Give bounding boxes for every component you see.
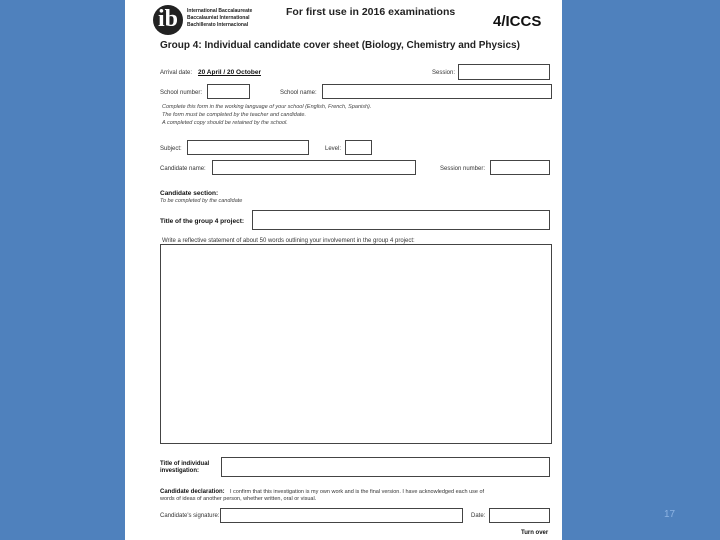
declaration-label: Candidate declaration:	[160, 489, 225, 495]
form-page	[125, 0, 562, 540]
school-number-label: School number:	[160, 90, 203, 96]
level-field[interactable]	[345, 140, 372, 155]
form-code: 4/ICCS	[493, 13, 542, 30]
reflective-statement-field[interactable]	[160, 244, 552, 444]
school-number-field[interactable]	[207, 84, 250, 99]
declaration-text-1: I confirm that this investigation is my own work and is the final version. I have acknowledged each use of	[230, 489, 485, 495]
turn-over-label: Turn over	[521, 530, 549, 536]
session-field[interactable]	[458, 64, 550, 80]
arrival-date-value: 20 April / 20 October	[198, 69, 261, 76]
level-label: Level:	[325, 146, 342, 152]
arrival-date-label: Arrival date:	[160, 70, 193, 76]
candidate-name-field[interactable]	[212, 160, 416, 175]
instruction-line-3: A completed copy should be retained by the school.	[162, 120, 288, 126]
project-title-label: Title of the group 4 project:	[160, 218, 245, 225]
signature-label: Candidate's signature:	[160, 513, 220, 519]
school-name-field[interactable]	[322, 84, 552, 99]
individual-title-field[interactable]	[221, 457, 550, 477]
subject-label: Subject:	[160, 146, 182, 152]
org-name-line-2: Baccalauréat International	[187, 15, 250, 21]
individual-title-label-1: Title of individual	[160, 461, 210, 467]
candidate-section-note: To be completed by the candidate	[160, 198, 243, 204]
first-use-notice: For first use in 2016 examinations	[286, 6, 456, 18]
instruction-line-2: The form must be completed by the teacher and candidate.	[162, 112, 306, 118]
session-number-field[interactable]	[490, 160, 550, 175]
individual-title-label-2: investigation:	[160, 468, 200, 474]
session-label: Session:	[432, 70, 456, 76]
subject-field[interactable]	[187, 140, 309, 155]
date-label: Date:	[471, 513, 486, 519]
form-title: Group 4: Individual candidate cover sheet (Biology, Chemistry and Physics)	[160, 40, 520, 51]
candidate-section-title: Candidate section:	[160, 190, 219, 197]
date-field[interactable]	[489, 508, 550, 523]
ib-logo: ib	[153, 5, 183, 35]
slide-page-number: 17	[664, 509, 676, 520]
session-number-label: Session number:	[440, 166, 486, 172]
instruction-line-1: Complete this form in the working language of your school (English, French, Spanish).	[162, 104, 372, 110]
org-name-line-3: Bachillerato Internacional	[187, 22, 249, 28]
reflective-prompt: Write a reflective statement of about 50 words outlining your involvement in the group 4 project:	[162, 238, 415, 244]
org-name-line-1: International Baccalaureate	[187, 8, 253, 14]
declaration-text-2: words of ideas of another person, whether written, oral or visual.	[160, 496, 317, 502]
signature-field[interactable]	[220, 508, 463, 523]
candidate-name-label: Candidate name:	[160, 166, 206, 172]
project-title-field[interactable]	[252, 210, 550, 230]
school-name-label: School name:	[280, 90, 317, 96]
